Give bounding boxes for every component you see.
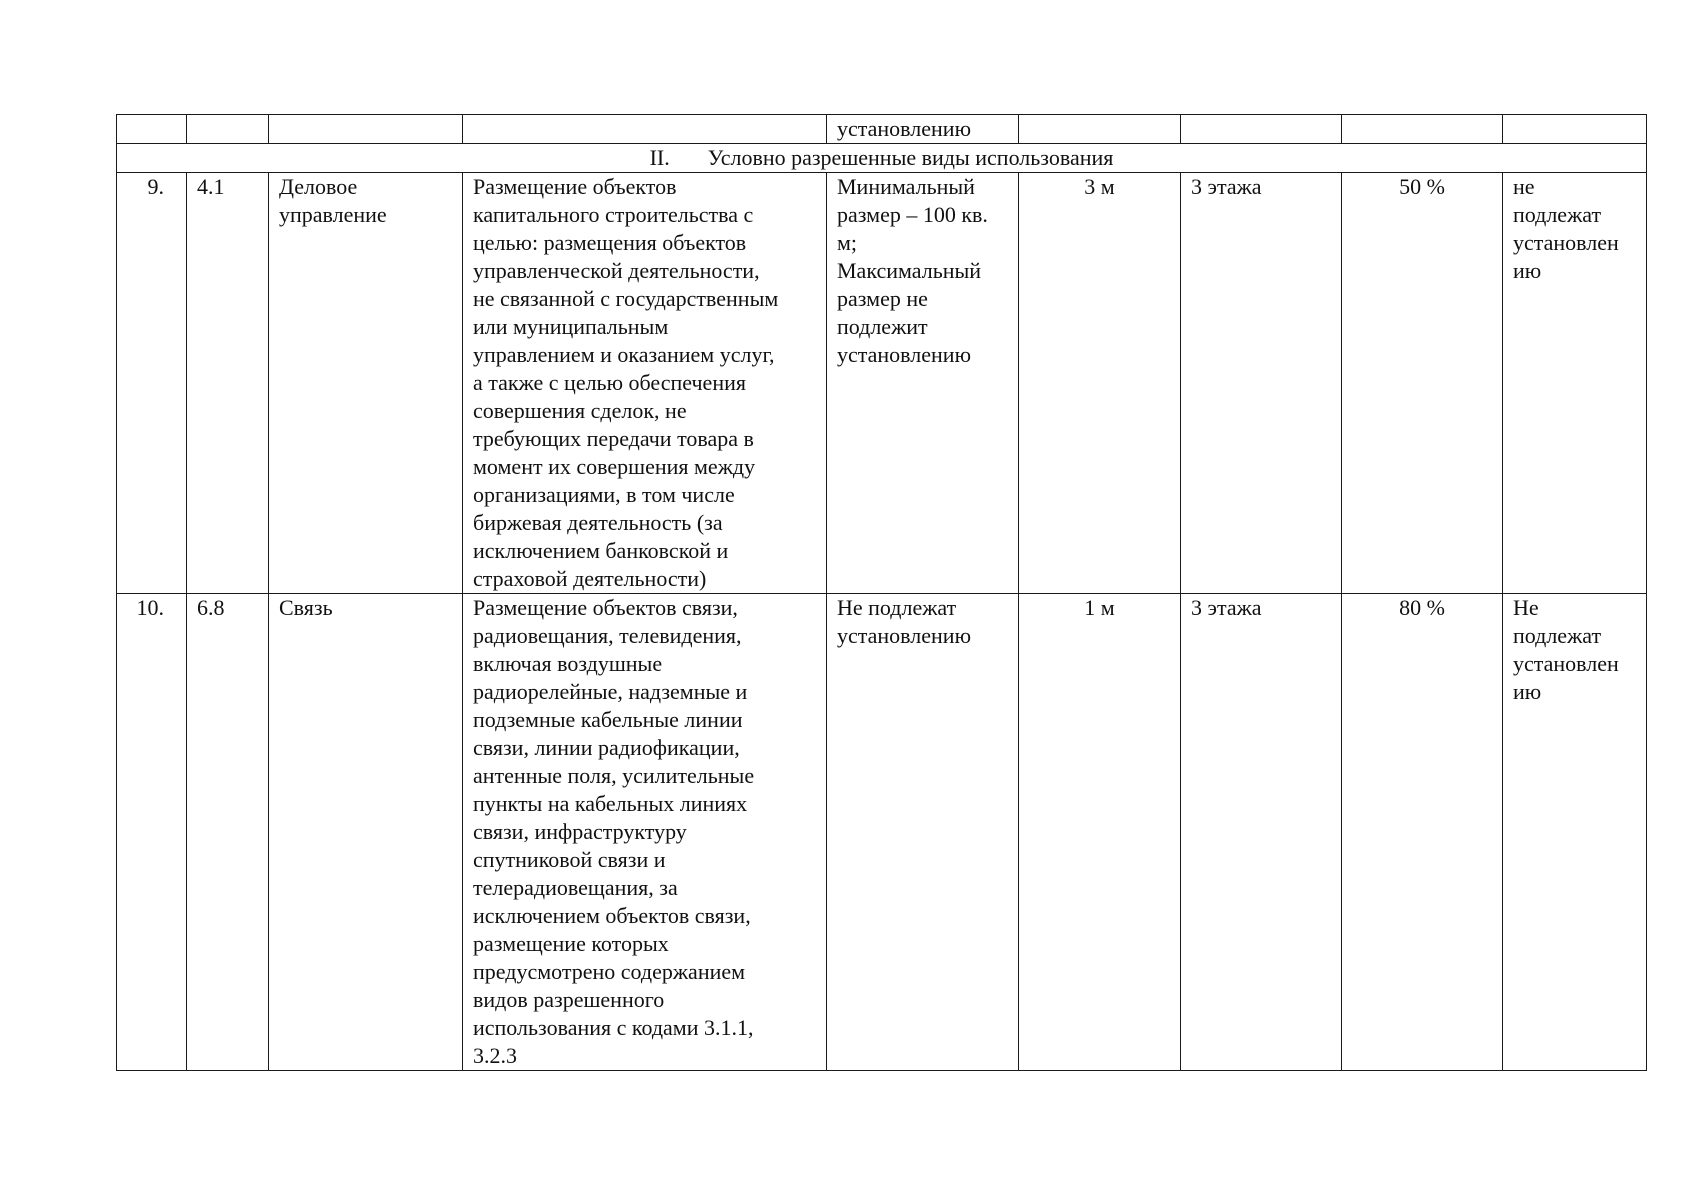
table-row: [117, 594, 1647, 1071]
section-header-row: [117, 144, 1647, 173]
cell-description: [463, 115, 827, 144]
row-plot-size: Не подлежат установлению: [827, 594, 1019, 1071]
row-name: Деловое управление: [269, 173, 463, 594]
continuation-row: [117, 115, 1647, 144]
cell-setback: [1019, 115, 1181, 144]
row-description: Размещение объектов капитального строительства с целью: размещения объектов управленческой деятельности, не связанной с государственным или муниципальным управлением и оказанием услуг, а также с целью обеспечения совершения сделок, не требующих передачи товара в момент их совершения между организациями, в том числе биржевая деятельность (за исключением банковской и страховой деятельности): [463, 173, 827, 594]
table-row: [117, 173, 1647, 594]
cell-other: [1503, 115, 1647, 144]
row-code: 4.1: [187, 173, 269, 594]
row-number: 9.: [117, 173, 187, 594]
cell-code: [187, 115, 269, 144]
cell-num: [117, 115, 187, 144]
row-code: 6.8: [187, 594, 269, 1071]
section-header: [117, 144, 1647, 173]
row-setback: 1 м: [1019, 594, 1181, 1071]
row-floors: 3 этажа: [1181, 173, 1342, 594]
row-number: 10.: [117, 594, 187, 1071]
row-coverage: 50 %: [1342, 173, 1503, 594]
row-plot-size: Минимальный размер – 100 кв. м; Максимальный размер не подлежит установлению: [827, 173, 1019, 594]
cell-coverage: [1342, 115, 1503, 144]
land-use-table: [116, 114, 1647, 1071]
cell-plot-size: установлению: [827, 115, 1019, 144]
row-coverage: 80 %: [1342, 594, 1503, 1071]
cell-floors: [1181, 115, 1342, 144]
cell-name: [269, 115, 463, 144]
row-name: Связь: [269, 594, 463, 1071]
row-description: Размещение объектов связи, радиовещания, телевидения, включая воздушные радиорелейные, надземные и подземные кабельные линии связи, линии радиофикации, антенные поля, усилительные пункты на кабельных линиях связи, инфраструктуру спутниковой связи и телерадиовещания, за исключением объектов связи, размещение которых предусмотрено содержанием видов разрешенного использования с кодами 3.1.1, 3.2.3: [463, 594, 827, 1071]
row-floors: 3 этажа: [1181, 594, 1342, 1071]
row-other: не подлежат установлен ию: [1503, 173, 1647, 594]
section-number: II.: [649, 145, 670, 170]
row-other: Не подлежат установлен ию: [1503, 594, 1647, 1071]
row-setback: 3 м: [1019, 173, 1181, 594]
section-title: Условно разрешенные виды использования: [707, 145, 1114, 170]
